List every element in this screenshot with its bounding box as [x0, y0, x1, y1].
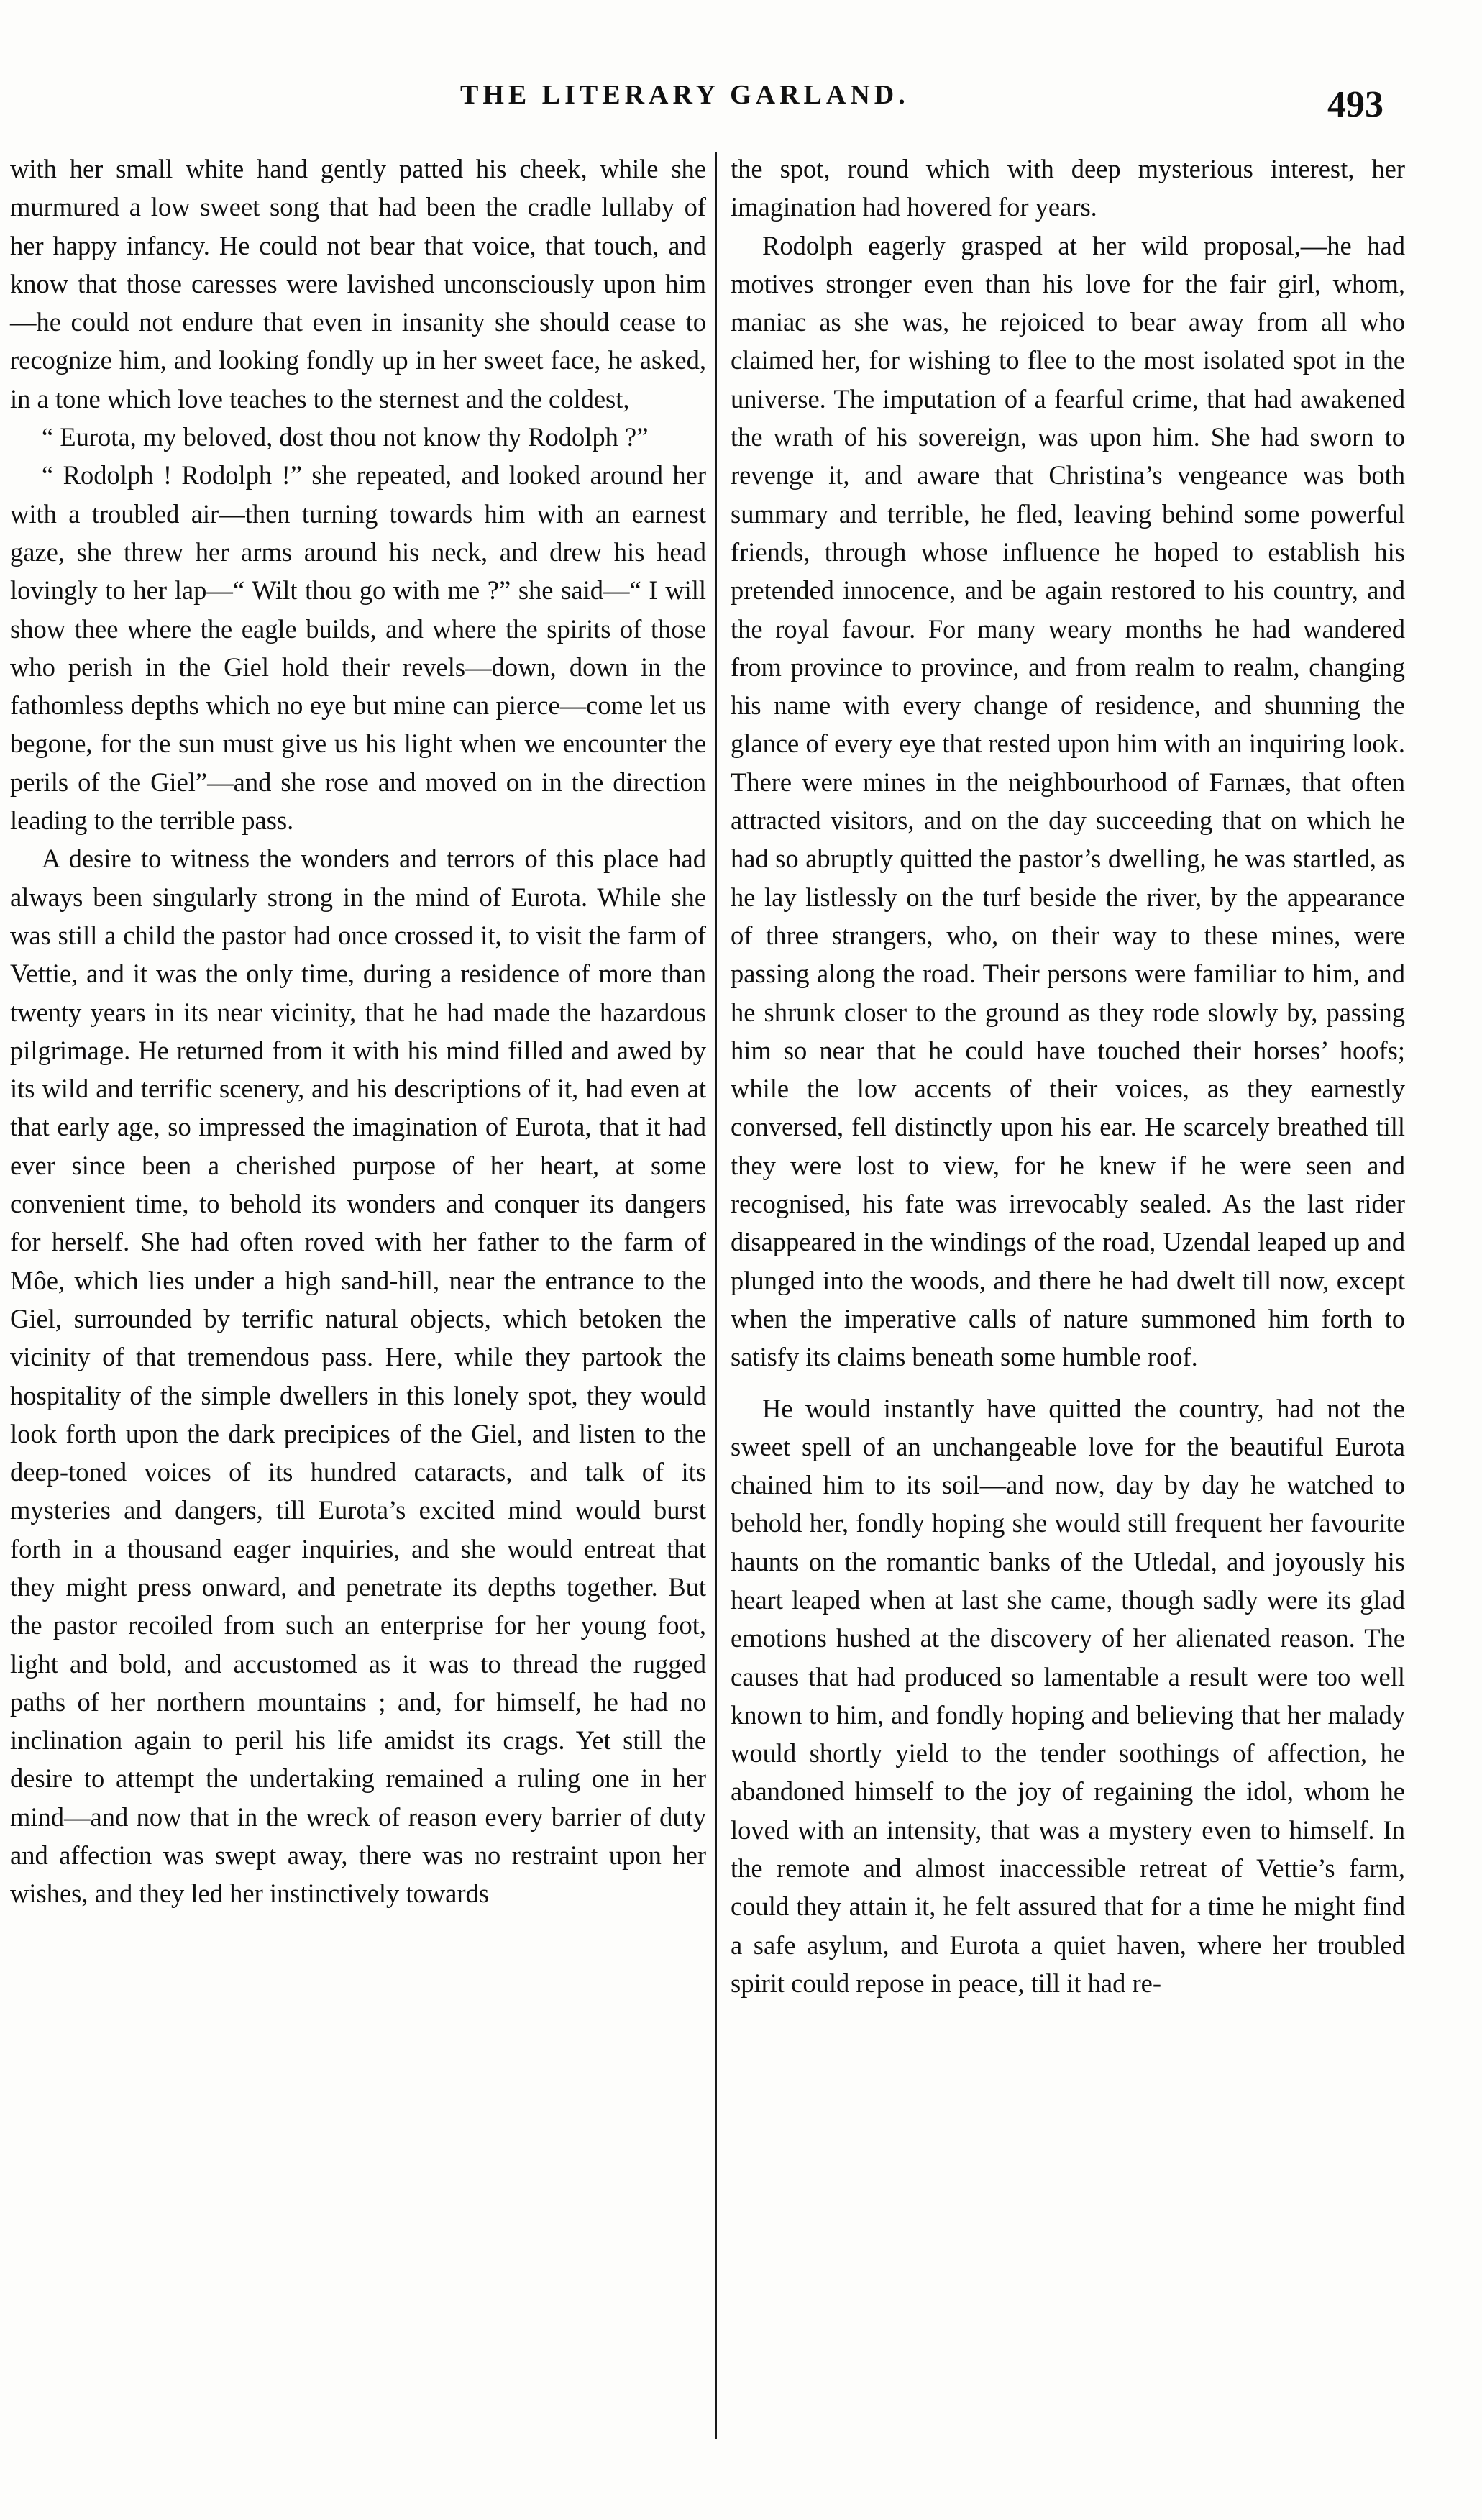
page-header	[0, 79, 1482, 144]
paragraph: “ Rodolph ! Rodolph !” she repeated, and looked around her with a troubled air—then turning towards him with an earnest gaze, she threw her arms around his neck, and drew his head lovingly to her lap—“ Wilt thou go with me ?” she said—“ I will show thee where the eagle builds, and where the spirits of those who perish in the Giel hold their revels—down, down in the fathomless depths which no eye but mine can pierce—come let us begone, for the sun must give us his light when we encounter the perils of the Giel”—and she rose and moved on in the direction leading to the terrible pass.	[10, 460, 706, 836]
paragraph: A desire to witness the wonders and terrors of this place had always been singularly strong in the mind of Eurota. While she was still a child the pastor had once crossed it, to visit the farm of Vettie, and it was the only time, during a residence of more than twenty years in its near vicinity, that he had made the hazardous pilgrimage. He returned from it with his mind filled and awed by its wild and terrific scenery, and his descriptions of it, had even at that early age, so impressed the imagination of Eurota, that it had ever since been a cherished purpose of her heart, at some convenient time, to behold its wonders and conquer its dangers for herself. She had often roved with her father to the farm of Môe, which lies under a high sand-hill, near the entrance to the Giel, surrounded by terrific natural objects, which betoken the vicinity of that tremendous pass. Here, while they partook the hospitality of the simple dwellers in this lonely spot, they would look forth upon the dark precipices of the Giel, and listen to the deep-toned voices of its hundred cataracts, and talk of its mysteries and dangers, till Eurota’s excited mind would burst forth in a thousand eager inquiries, and she would entreat that they might press onward, and penetrate its depths together. But the pastor recoiled from such an enterprise for her young foot, light and bold, and accustomed as it was to thread the rugged paths of her northern mountains ; and, for himself, he had no inclination again to peril his life amidst its crags. Yet still the desire to attempt the undertaking remained a ruling one in her mind—and now that in the wreck of reason every barrier of duty and affection was swept away, there was no restraint upon her wishes, and they led her instinctively towards	[10, 844, 706, 1909]
right-column	[731, 150, 1405, 2002]
paragraph: He would instantly have quitted the country, had not the sweet spell of an unchangeable love for the beautiful Eurota chained him to its soil—and now, day by day he watched to behold her, fondly hoping she would still frequent her favourite haunts on the romantic banks of the Utledal, and joyously his heart leaped when at last she came, though sadly were its glad emotions hushed at the discovery of her alienated reason. The causes that had produced so lamentable a result were too well known to him, and fondly hoping and believing that her malady would shortly yield to the tender soothings of affection, he abandoned himself to the joy of regaining the idol, whom he loved with an intensity, that was a mystery even to himself. In the remote and almost inaccessible retreat of Vettie’s farm, could they attain it, he felt assured that for a time he might find a safe asylum, and Eurota a quiet haven, where her troubled spirit could repose in peace, till it had re-	[731, 1393, 1405, 1998]
paragraph: “ Eurota, my beloved, dost thou not know thy Rodolph ?”	[42, 422, 649, 452]
running-title: THE LITERARY GARLAND.	[460, 80, 910, 110]
left-column	[10, 150, 706, 1913]
column-divider	[715, 152, 717, 2439]
paragraph: Rodolph eagerly grasped at her wild proposal,—he had motives stronger even than his love for the fair girl, whom, maniac as she was, he rejoiced to bear away from all who claimed her, for wishing to flee to the most isolated spot in the universe. The imputation of a fearful crime, that had awakened the wrath of his sovereign, was upon him. She had sworn to revenge it, and aware that Christina’s vengeance was both summary and terrible, he fled, leaving behind some powerful friends, through whose influence he hoped to establish his pretended innocence, and be again restored to his country, and the royal favour. For many weary months he had wandered from province to province, and from realm to realm, changing his name with every change of residence, and shunning the glance of every eye that rested upon him with an inquiring look. There were mines in the neighbourhood of Farnæs, that often attracted visitors, and on the day succeeding that on which he had so abruptly quitted the pastor’s dwelling, he was startled, as he lay listlessly on the turf beside the river, by the appearance of three strangers, who, on their way to these mines, were passing along the road. Their persons were familiar to him, and he shrunk closer to the ground as they rode slowly by, passing him so near that he could have touched their horses’ hoofs; while the low accents of their voices, as they earnestly conversed, fell distinctly upon his ear. He scarcely breathed till they were lost to view, for he knew if he were seen and recognised, his fate was irrevocably sealed. As the last rider disappeared in the windings of the road, Uzendal leaped up and plunged into the woods, and there he had dwelt till now, except when the imperative calls of nature summoned him forth to satisfy its claims beneath some humble roof.	[731, 230, 1405, 1372]
paragraph: the spot, round which with deep mysterious interest, her imagination had hovered for years.	[731, 154, 1405, 222]
paragraph: with her small white hand gently patted his cheek, while she murmured a low sweet song that had been the cradle lullaby of her happy infancy. He could not bear that voice, that touch, and know that those caresses were lavished unconsciously upon him—he could not endure that even in insanity she should cease to recognize him, and looking fondly up in her sweet face, he asked, in a tone which love teaches to the sternest and the coldest,	[10, 154, 706, 414]
page-number: 493	[1327, 84, 1383, 125]
